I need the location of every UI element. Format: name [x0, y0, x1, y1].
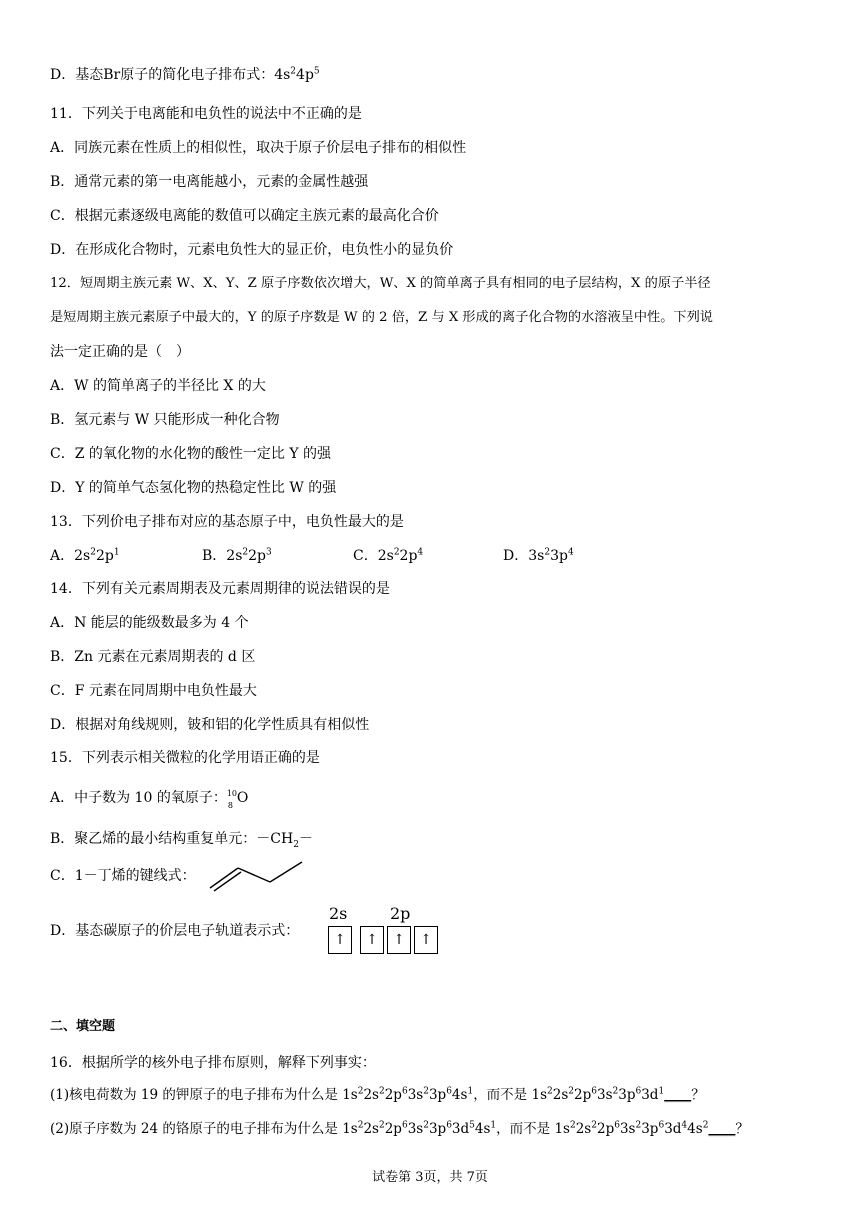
- option-14b: B．Zn 元素在元素周期表的 d 区: [50, 649, 256, 665]
- option-12a: A．W 的简单离子的半径比 X 的大: [50, 378, 266, 394]
- option-11b: B．通常元素的第一电离能越小，元素的金属性越强: [50, 174, 369, 190]
- option-11a: A．同族元素在性质上的相似性，取决于原子价层电子排布的相似性: [50, 140, 467, 156]
- answer-blank[interactable]: ____: [664, 1087, 692, 1103]
- option-15c: C．1－丁烯的键线式：: [50, 868, 196, 884]
- option-12c: C．Z 的氧化物的水化物的酸性一定比 Y 的强: [50, 446, 332, 462]
- option-15b: B．聚乙烯的最小结构重复单元：$-CH_2-$: [50, 831, 313, 850]
- option-15d: D．基态碳原子的价层电子轨道表示式：: [50, 923, 300, 939]
- orbital-box-2s: ↑: [328, 926, 352, 954]
- option-14c: C．F 元素在同周期中电负性最大: [50, 683, 257, 699]
- orbital-diagram: [325, 906, 445, 956]
- question-11: 11．下列关于电离能和电负性的说法中不正确的是: [50, 106, 362, 122]
- question-12-line3: 法一定正确的是（ ）: [50, 344, 190, 360]
- label-2s: 2s: [329, 904, 348, 923]
- nuclide-notation: 10 8: [226, 789, 238, 810]
- question-12-line1: 12．短周期主族元素 W、X、Y、Z 原子序数依次增大，W、X 的简单离子具有相同的电子层结构，X 的原子半径: [50, 276, 711, 291]
- option-13c: C．$2s^22p^4$: [353, 547, 424, 564]
- option-11d: D．在形成化合物时，元素电负性大的显正价，电负性小的显负价: [50, 242, 454, 258]
- option-15a: A．中子数为 10 的氧原子： 10 8 O: [50, 789, 249, 810]
- option-13a: A．$2s^22p^1$: [50, 547, 120, 564]
- question-16-1: (1)核电荷数为 19 的钾原子的电子排布为什么是 $1s^22s^22p^63s^23p^64s^1$，而不是 $1s^22s^22p^63s^23p^63d^1\_\_\_\_$？: [50, 1086, 705, 1103]
- option-12b: B．氢元素与 W 只能形成一种化合物: [50, 412, 280, 428]
- option-14a: A．N 能层的能级数最多为 4 个: [50, 615, 249, 631]
- butene-skeletal-formula: [206, 858, 306, 892]
- orbital-box-2p-3: ↑: [414, 926, 438, 954]
- question-16-2: (2)原子序数为 24 的铬原子的电子排布为什么是 $1s^22s^22p^63s^23p^63d^54s^1$，而不是 $1s^22s^22p^63s^23p^63d^44s^2\_\_\_\_$？: [50, 1120, 749, 1137]
- option-11c: C．根据元素逐级电离能的数值可以确定主族元素的最高化合价: [50, 208, 439, 224]
- option-12d: D．Y 的简单气态氢化物的热稳定性比 W 的强: [50, 480, 337, 496]
- question-14: 14．下列有关元素周期表及元素周期律的说法错误的是: [50, 581, 390, 597]
- label-2p: 2p: [390, 904, 411, 923]
- question-13: 13．下列价电子排布对应的基态原子中，电负性最大的是: [50, 514, 404, 530]
- orbital-box-2p-1: ↑: [360, 926, 384, 954]
- option-13b: B．$2s^22p^3$: [202, 547, 272, 564]
- question-16: 16．根据所学的核外电子排布原则，解释下列事实：: [50, 1055, 376, 1071]
- section-heading: 二、填空题: [50, 1019, 116, 1034]
- question-12-line2: 是短周期主族元素原子中最大的，Y 的原子序数是 W 的 2 倍，Z 与 X 形成的离子化合物的水溶液呈中性。下列说: [50, 310, 713, 325]
- option-13d: D．$3s^23p^4$: [503, 547, 574, 564]
- orbital-box-2p-2: ↑: [387, 926, 411, 954]
- question-15: 15．下列表示相关微粒的化学用语正确的是: [50, 750, 320, 766]
- option-10d: D．基态Br原子的简化电子排布式：$4s^24p^5$: [50, 66, 320, 83]
- answer-blank[interactable]: ____: [708, 1121, 736, 1137]
- option-14d: D．根据对角线规则，铍和铝的化学性质具有相似性: [50, 717, 370, 733]
- page-footer: 试卷第 3页，共 7页: [372, 1170, 488, 1185]
